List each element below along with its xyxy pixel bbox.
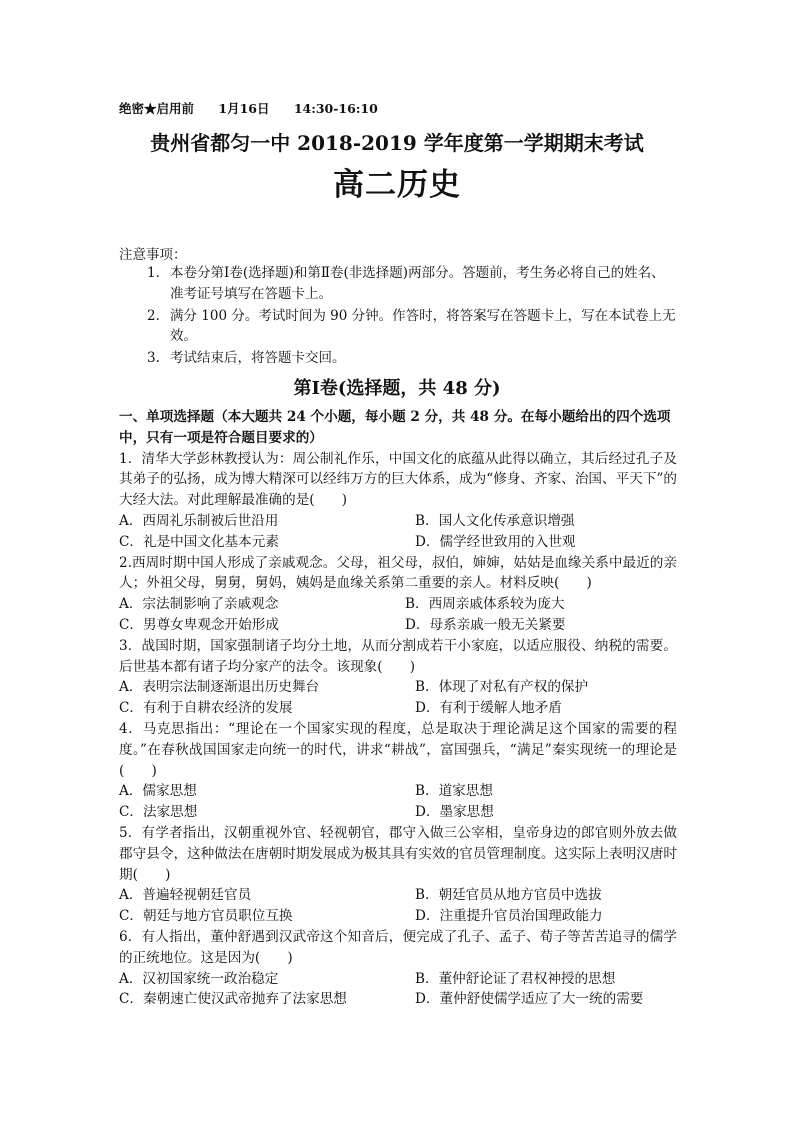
option-a: A．西周礼乐制被后世沿用: [119, 512, 279, 529]
exam-title: 贵州省都匀一中 2018-2019 学年度第一学期期末考试: [150, 131, 644, 155]
question-options: [119, 677, 677, 719]
question-stem: 5．有学者指出，汉朝重视外官、轻视朝官，郡守入做三公宰相，皇帝身边的郎官则外放去做郡守县令，这种做法在唐朝时期发展成为极其具有实效的官员管理制度。这实际上表明汉唐时期( ): [119, 824, 677, 883]
option-d: D．儒学经世致用的入世观: [415, 533, 576, 550]
option-c: C．有利于自耕农经济的发展: [119, 700, 293, 717]
option-b: B．朝廷官员从地方官员中选拔: [415, 887, 602, 904]
option-a: A．汉初国家统一政治稳定: [119, 970, 279, 987]
option-c: C．法家思想: [119, 804, 198, 821]
question-options: [119, 781, 677, 823]
note-number: 1.: [147, 265, 160, 281]
question-options: [119, 969, 677, 1011]
question-options: [119, 885, 677, 927]
option-c: C．礼是中国文化基本元素: [119, 533, 279, 550]
exam-meta-line: [119, 99, 398, 117]
question-2: [119, 553, 677, 636]
option-d: D．母系亲戚一般无关紧要: [405, 616, 566, 633]
question-3: [119, 636, 677, 719]
question-stem: 3．战国时期，国家强制诸子均分土地，从而分割成若干小家庭，以适应服役、纳税的需要。后世基本都有诸子均分家产的法令。该现象( ): [119, 637, 677, 675]
option-c: C．朝廷与地方官员职位互换: [119, 908, 293, 925]
option-b: B．西周亲戚体系较为庞大: [405, 596, 565, 613]
notes-title: 注意事项：: [119, 247, 187, 263]
option-c: C．男尊女卑观念开始形成: [119, 616, 279, 633]
option-b: B．道家思想: [415, 783, 493, 800]
option-d: D．董仲舒使儒学适应了大一统的需要: [415, 991, 644, 1008]
exam-date: 1月16日: [218, 101, 270, 116]
question-5: [119, 823, 677, 927]
note-item: [147, 348, 677, 369]
question-options: [119, 511, 677, 553]
option-b: B．国人文化传承意识增强: [415, 512, 575, 529]
note-text: 考试结束后，将答题卡交回。: [170, 350, 346, 366]
option-b: B．体现了对私有产权的保护: [415, 679, 589, 696]
question-6: [119, 927, 677, 1010]
part-heading: 一、单项选择题（本大题共 24 个小题，每小题 2 分，共 48 分。在每小题给出的四个选项中，只有一项是符合题目要求的）: [119, 409, 671, 446]
question-stem: 6．有人指出，董仲舒遇到汉武帝这个知音后，便完成了孔子、孟子、荀子等苦苦追寻的儒学的正统地位。这是因为( ): [119, 928, 677, 966]
option-c: C．秦朝速亡使汉武帝抛弃了法家思想: [119, 991, 347, 1008]
note-text: 本卷分第Ⅰ卷(选择题)和第Ⅱ卷(非选择题)两部分。答题前，考生务必将自己的姓名、准考证号填写在答题卡上。: [170, 265, 665, 302]
note-number: 2.: [147, 307, 160, 324]
question-4: [119, 719, 677, 823]
option-d: D．有利于缓解人地矛盾: [415, 700, 562, 717]
option-d: D．注重提升官员治国理政能力: [415, 908, 603, 925]
option-a: A．普遍轻视朝廷官员: [119, 887, 252, 904]
question-1: [119, 449, 677, 553]
question-stem: 1．清华大学彭林教授认为：周公制礼作乐，中国文化的底蕴从此得以确立，其后经过孔子及其弟子的弘扬，成为博大精深可以经纬万方的巨大体系，成为“修身、齐家、治国、平天下”的大经大法。对此理解最准确的是( ): [119, 450, 677, 509]
question-options: [119, 594, 677, 636]
question-stem: 4．马克思指出：“理论在一个国家实现的程度，总是取决于理论满足这个国家的需要的程度。”在春秋战国国家走向统一的时代，讲求“耕战”，富国强兵，“满足”秦实现统一的理论是( ): [119, 720, 677, 779]
notes-list: [147, 263, 677, 370]
question-stem: 2.西周时期中国人形成了亲戚观念。父母，祖父母，叔伯，婶婶，姑姑是血缘关系中最近的亲人；外祖父母，舅舅，舅妈，姨妈是血缘关系第二重要的亲人。材料反映( ): [119, 554, 677, 592]
option-a: A．表明宗法制逐渐退出历史舞台: [119, 679, 320, 696]
question-body: [119, 407, 677, 1010]
exam-time: 14:30-16:10: [293, 101, 378, 116]
secrecy-label: 绝密★启用前: [119, 101, 195, 116]
section-title: 第Ⅰ卷(选择题，共 48 分): [293, 378, 501, 399]
note-item: [147, 306, 677, 347]
option-a: A．儒家思想: [119, 783, 197, 800]
option-b: B．董仲舒论证了君权神授的思想: [415, 970, 616, 987]
note-number: 3.: [147, 350, 160, 366]
note-text: 满分 100 分。考试时间为 90 分钟。作答时，将答案写在答题卡上，写在本试卷上无效。: [170, 307, 676, 344]
note-item: [147, 263, 677, 304]
subject-title: 高二历史: [333, 167, 461, 203]
option-a: A．宗法制影响了亲戚观念: [119, 596, 279, 613]
option-d: D．墨家思想: [415, 804, 494, 821]
